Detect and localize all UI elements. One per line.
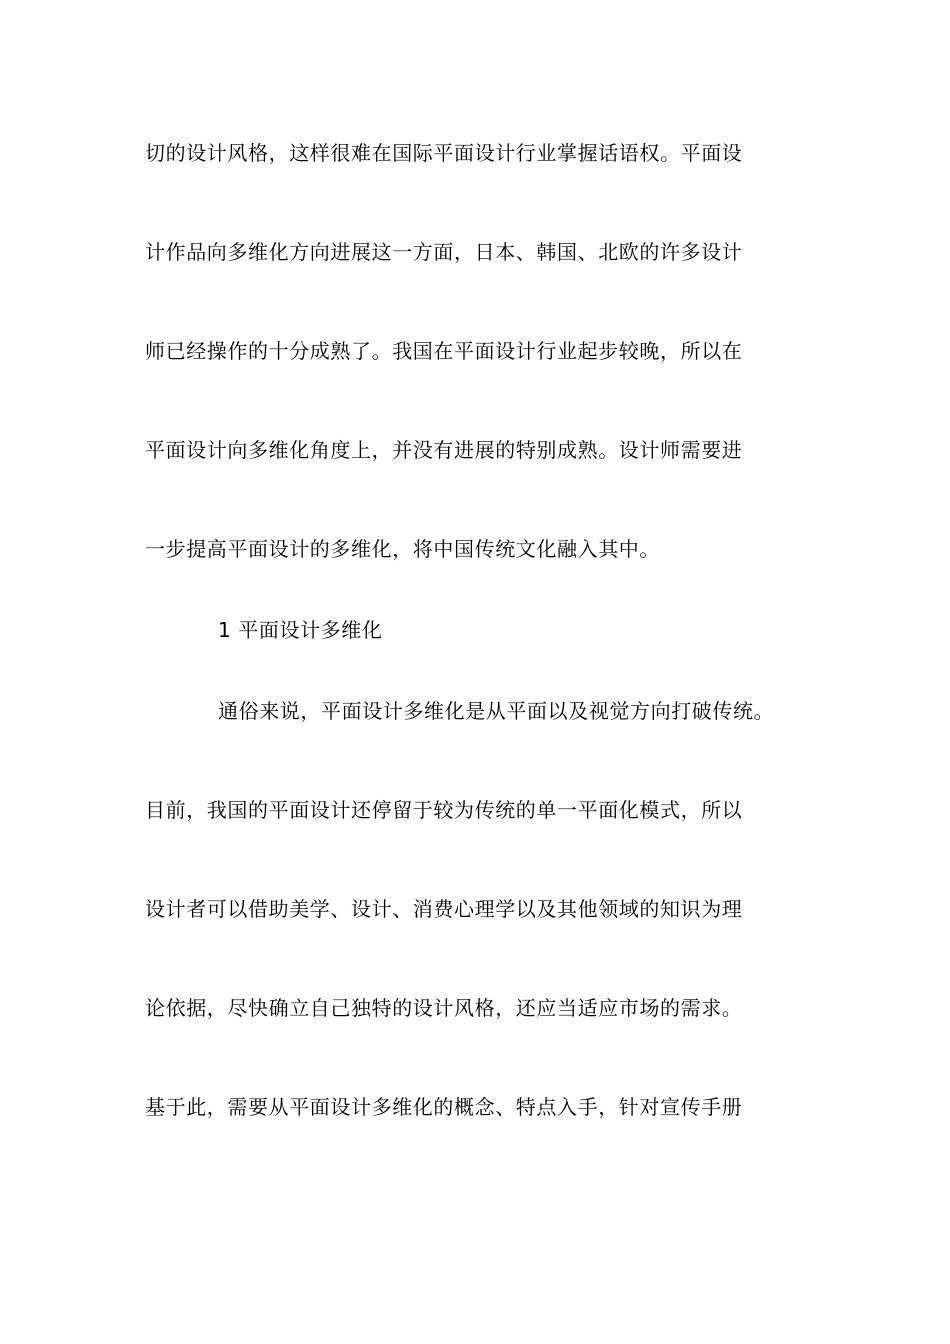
paragraph-line: 论依据，尽快确立自己独特的设计风格，还应当适应市场的需求。 bbox=[145, 996, 743, 1020]
paragraph-line: 基于此，需要从平面设计多维化的概念、特点入手，针对宣传手册 bbox=[145, 1095, 743, 1119]
paragraph-line: 师已经操作的十分成熟了。我国在平面设计行业起步较晚，所以在 bbox=[145, 339, 743, 363]
paragraph-line: 计作品向多维化方向进展这一方面，日本、韩国、北欧的许多设计 bbox=[145, 240, 743, 264]
section-heading: 1 平面设计多维化 bbox=[218, 618, 383, 642]
paragraph-line: 目前，我国的平面设计还停留于较为传统的单一平面化模式，所以 bbox=[145, 798, 743, 822]
paragraph-line: 切的设计风格，这样很难在国际平面设计行业掌握话语权。平面设 bbox=[145, 141, 743, 165]
paragraph-line: 平面设计向多维化角度上，并没有进展的特别成熟。设计师需要进 bbox=[145, 438, 743, 462]
paragraph-line: 设计者可以借助美学、设计、消费心理学以及其他领域的知识为理 bbox=[145, 897, 743, 921]
paragraph-line: 通俗来说，平面设计多维化是从平面以及视觉方向打破传统。 bbox=[218, 699, 775, 723]
paragraph-line: 一步提高平面设计的多维化，将中国传统文化融入其中。 bbox=[145, 537, 660, 561]
